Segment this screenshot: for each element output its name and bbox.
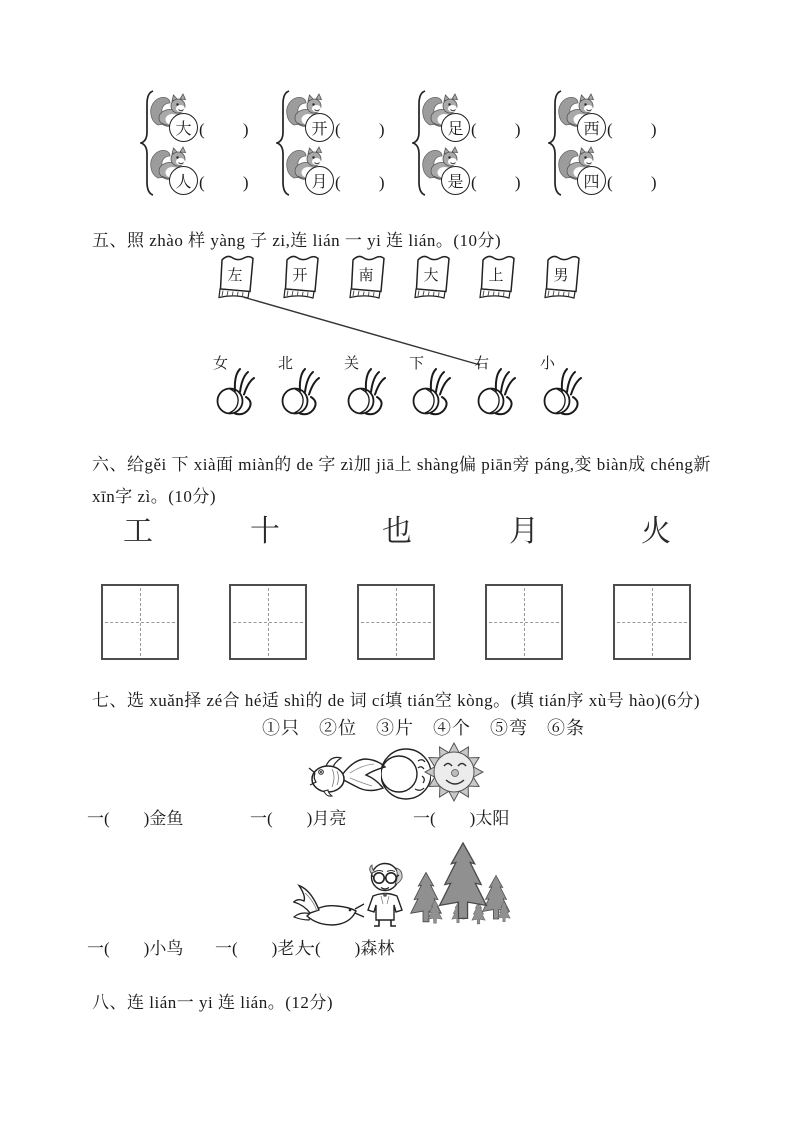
base-character: 十 [250,515,280,548]
match-group [140,74,265,199]
section-heading: 六、给gěi 下 xià面 miàn的 de 字 zì加 jiā上 shàng偏 piān旁 páng,变 biàn成 chéng新 [92,455,711,474]
writing-grid[interactable] [613,584,691,660]
answer-blank[interactable]: ( ) [607,173,657,192]
fill-blank[interactable]: 一( )小鸟 [87,939,184,958]
fill-blank[interactable]: 一( )金鱼 [87,809,184,828]
forest-icon [407,838,511,930]
measure-word-options: ①只 ②位 ③片 ④个 ⑤弯 ⑥条 [262,718,585,738]
base-character: 也 [382,515,412,548]
circled-character: 四 [577,166,606,195]
answer-blank[interactable]: ( ) [199,173,249,192]
hand-character: 右 [474,356,490,372]
answer-blank[interactable]: ( ) [199,120,249,139]
circled-character: 人 [169,166,198,195]
circled-character: 月 [305,166,334,195]
base-character: 工 [123,515,153,548]
goldfish-icon [308,751,388,799]
section-heading: 八、连 lián一 yi 连 lián。(12分) [92,993,334,1012]
hand-character: 北 [278,356,294,372]
fill-blank[interactable]: 一( )老人 [215,939,312,958]
sun-icon [424,742,484,802]
match-group [276,74,401,199]
hand-item[interactable] [278,350,328,418]
circled-character: 开 [305,113,334,142]
flag-character: 男 [553,268,569,284]
answer-blank[interactable]: ( ) [335,120,385,139]
writing-grid[interactable] [229,584,307,660]
hand-character: 下 [409,356,425,372]
writing-grid[interactable] [101,584,179,660]
match-group [548,74,673,199]
hand-item[interactable] [540,350,590,418]
ok-hand-icon [542,366,588,416]
hand-item[interactable] [474,350,524,418]
hand-item[interactable] [213,350,263,418]
answer-blank[interactable]: ( ) [607,120,657,139]
section-heading: xīn字 zì。(10分) [92,487,217,506]
fill-blank[interactable]: 一( )太阳 [413,809,510,828]
old-man-icon [359,860,413,928]
answer-blank[interactable]: ( ) [471,173,521,192]
ok-hand-icon [346,366,392,416]
flag-item[interactable] [541,253,585,305]
ok-hand-icon [280,366,326,416]
answer-blank[interactable]: ( ) [335,173,385,192]
bird-icon [293,884,365,930]
hand-character: 小 [540,356,556,372]
flag-character: 上 [488,268,504,284]
answer-blank[interactable]: ( ) [471,120,521,139]
hand-item[interactable] [344,350,394,418]
section-heading: 五、照 zhào 样 yàng 子 zi,连 lián 一 yi 连 lián。(10分) [92,231,502,250]
base-character: 月 [509,515,539,548]
circled-character: 西 [577,113,606,142]
match-group [412,74,537,199]
flag-character: 南 [358,268,374,284]
circled-character: 是 [441,166,470,195]
circled-character: 大 [169,113,198,142]
section-heading: 七、选 xuǎn择 zé合 hé适 shì的 de 词 cí填 tián空 kòng。(填 tián序 xù号 hào)(6分) [92,691,701,710]
fill-blank[interactable]: 一( )森林 [298,939,395,958]
base-character: 火 [641,515,671,548]
flag-character: 大 [423,268,439,284]
hand-item[interactable] [409,350,459,418]
writing-grid[interactable] [485,584,563,660]
hand-character: 女 [213,356,229,372]
writing-grid[interactable] [357,584,435,660]
fill-blank[interactable]: 一( )月亮 [250,809,347,828]
flag-character: 左 [227,268,243,284]
hand-character: 关 [344,356,360,372]
ok-hand-icon [476,366,522,416]
ok-hand-icon [411,366,457,416]
ok-hand-icon [215,366,261,416]
flag-character: 开 [292,268,308,284]
circled-character: 足 [441,113,470,142]
